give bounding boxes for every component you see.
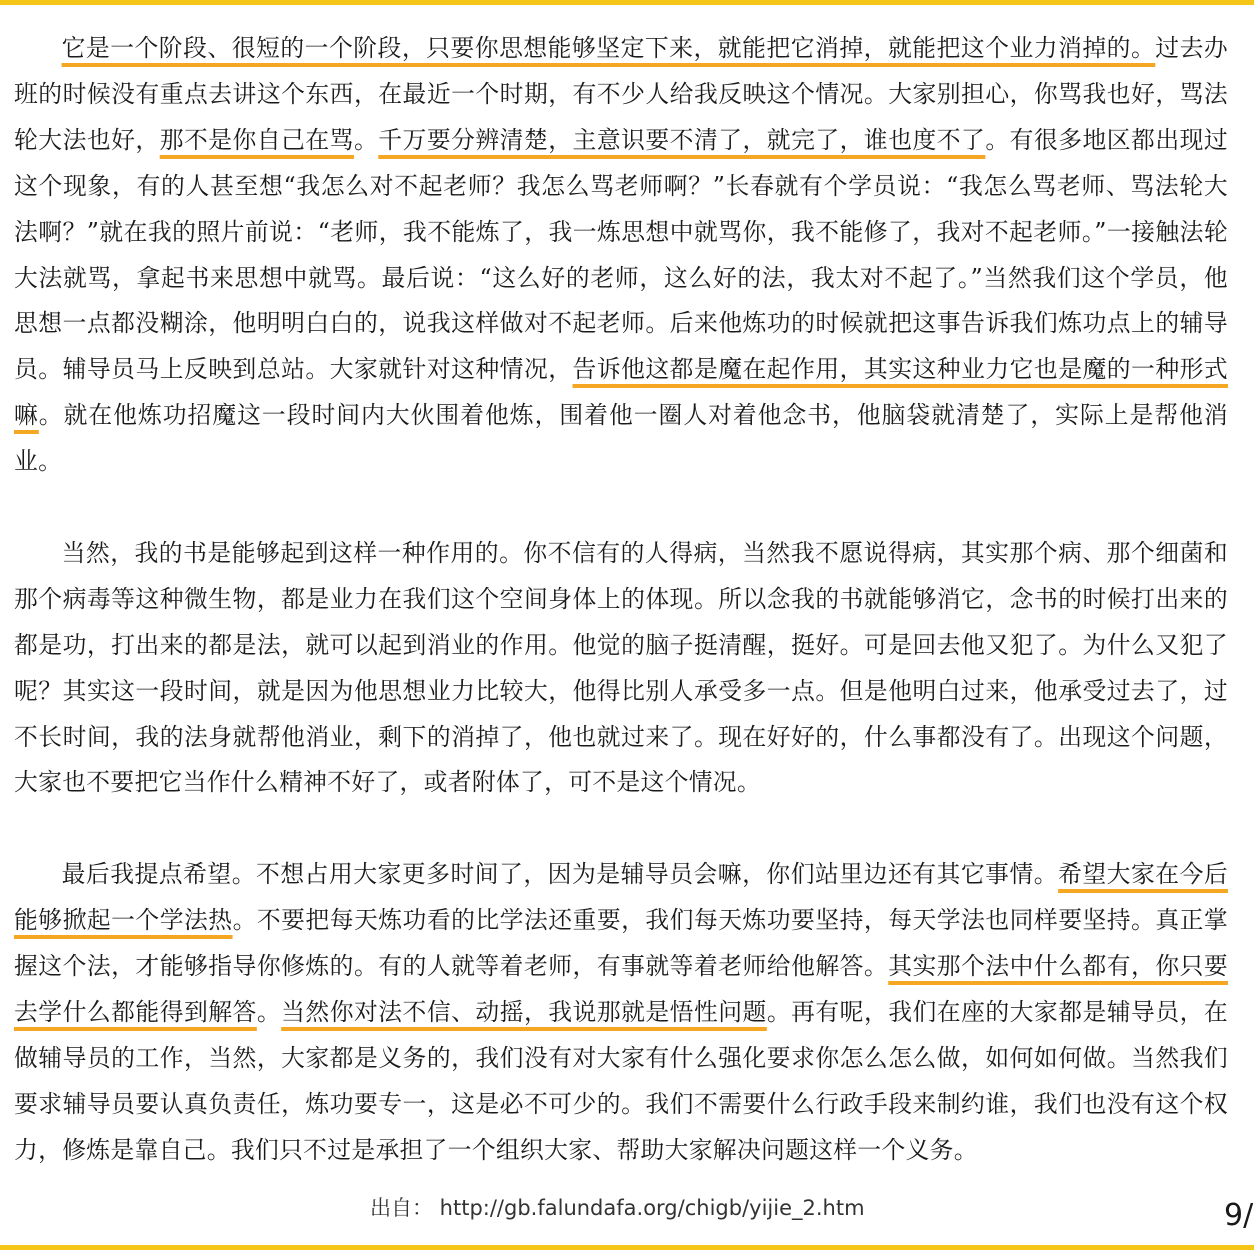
body-text: 最后我提点希望。不想占用大家更多时间了，因为是辅导员会嘛，你们站里边还有其它事情。 — [61, 860, 1059, 889]
highlighted-text: 希望大家在今后能够掀起一个学法热 — [14, 860, 1229, 935]
page-number: 9/ — [1224, 1198, 1254, 1233]
paragraph-3 — [14, 852, 1228, 1173]
body-text: 。有很多地区都出现过这个现象，有的人甚至想“我怎么对不起老师？我怎么骂老师啊？”长春就有个学员说：“我怎么骂老师、骂法轮大法啊？”就在我的照片前说：“老师，我不能炼了，我一炼思想中就骂你，我不能修了，我对不起老师。”一接触法轮大法就骂，拿起书来思想中就骂。最后说：“这么好的老师，这么好的法，我太对不起了。”当然我们这个学员，他思想一点都没糊涂，他明明白白的，说我这样做对不起老师。后来他炼功的时候就把这事告诉我们炼功点上的辅导员。辅导员马上反映到总站。大家就针对这种情况， — [14, 125, 1228, 384]
highlighted-text: 它是一个阶段、很短的一个阶段，只要你思想能够坚定下来，就能把它消掉，就能把这个业力消掉的。 — [61, 34, 1156, 62]
highlighted-text: 其实那个法中什么都有，你只要去学什么都能得到解答 — [14, 952, 1229, 1026]
body-text: 当然，我的书是能够起到这样一种作用的。你不信有的人得病，当然我不愿说得病，其实那个病、那个细菌和那个病毒等这种微生物，都是业力在我们这个空间身体上的体现。所以念我的书就能够消它，念书的时候打出来的都是功，打出来的都是法，就可以起到消业的作用。他觉的脑子挺清醒，挺好。可是回去他又犯了。为什么又犯了呢？其实这一段时间，就是因为他思想业力比较大，他得比别人承受多一点。但是他明白过来，他承受过去了，过不长时间，我的法身就帮他消业，剩下的消掉了，他也就过来了。现在好好的，什么事都没有了。出现这个问题，大家也不要把它当作什么精神不好了，或者附体了，可不是这个情况。 — [14, 538, 1228, 797]
highlighted-text: 那不是你自己在骂 — [159, 125, 354, 154]
highlighted-text: 告诉他这都是魔在起作用，其实这种业力它也是魔的一种形式嘛 — [14, 355, 1228, 430]
body-text: 。再有呢，我们在座的大家都是辅导员，在做辅导员的工作，当然，大家都是义务的，我们没有对大家有什么强化要求你怎么怎么做，如何如何做。当然我们要求辅导员要认真负责任，炼功要专一，这是必不可少的。我们不需要什么行政手段来制约谁，我们也没有这个权力，修炼是靠自己。我们只不过是承担了一个组织大家、帮助大家解决问题这样一个义务。 — [14, 998, 1229, 1164]
body-text: 。就在他炼功招魔这一段时间内大伙围着他炼，围着他一圈人对着他念书，他脑袋就清楚了，实际上是帮他消业。 — [14, 401, 1228, 476]
body-text: 。不要把每天炼功看的比学法还重要，我们每天炼功要坚持，每天学法也同样要坚持。真正掌握这个法，才能够指导你修炼的。有的人就等着老师，有事就等着老师给他解答。 — [14, 906, 1229, 981]
source-citation: 出自： http://gb.falundafa.org/chigb/yijie_2.htm — [370, 1196, 865, 1220]
highlighted-text: 千万要分辨清楚，主意识要不清了，就完了，谁也度不了 — [378, 125, 986, 154]
body-text: 。 — [256, 998, 282, 1026]
body-text: 。 — [353, 125, 379, 154]
highlighted-text: 当然你对法不信、动摇，我说那就是悟性问题 — [281, 998, 767, 1026]
paragraph-2 — [14, 531, 1228, 806]
paragraph-1 — [14, 26, 1228, 485]
document-body — [14, 26, 1228, 1174]
body-text: 过去办班的时候没有重点去讲这个东西，在最近一个时期，有不少人给我反映这个情况。大家别担心，你骂我也好，骂法轮大法也好， — [14, 34, 1229, 154]
